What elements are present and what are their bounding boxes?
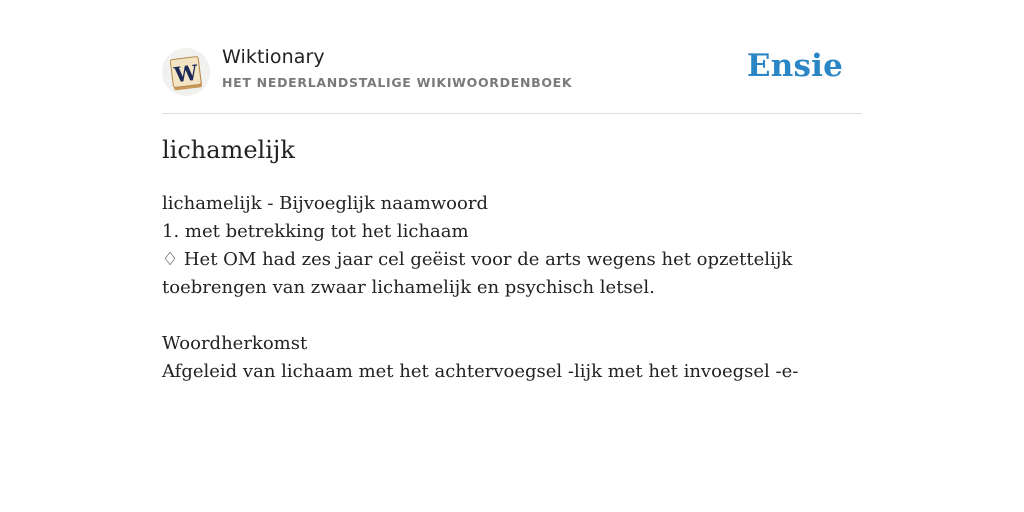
etymology-heading: Woordherkomst: [162, 333, 308, 354]
blank-line: [162, 302, 862, 330]
page: [162, 0, 862, 512]
brand-name[interactable]: Wiktionary: [222, 46, 325, 68]
entry-headline: lichamelijk - Bijvoeglijk naamwoord: [162, 193, 488, 214]
brand-subtitle: HET NEDERLANDSTALIGE WIKIWOORDENBOEK: [222, 75, 573, 90]
wiktionary-logo[interactable]: [162, 48, 210, 96]
entry-content: [162, 190, 862, 386]
header-divider: [162, 113, 862, 114]
header: [162, 44, 862, 98]
entry-definition: 1. met betrekking tot het lichaam: [162, 221, 469, 242]
entry-title: lichamelijk: [162, 136, 295, 164]
wiktionary-tile-icon: [162, 48, 210, 96]
etymology-text: Afgeleid van lichaam met het achtervoegsel -lijk met het invoegsel -e-: [162, 361, 799, 382]
entry-example: ♢ Het OM had zes jaar cel geëist voor de arts wegens het opzettelijk toebrengen van zwaar lichamelijk en psychisch letsel.: [162, 249, 793, 298]
ensie-link[interactable]: Ensie: [746, 48, 843, 84]
logo-letter: W: [172, 59, 200, 88]
